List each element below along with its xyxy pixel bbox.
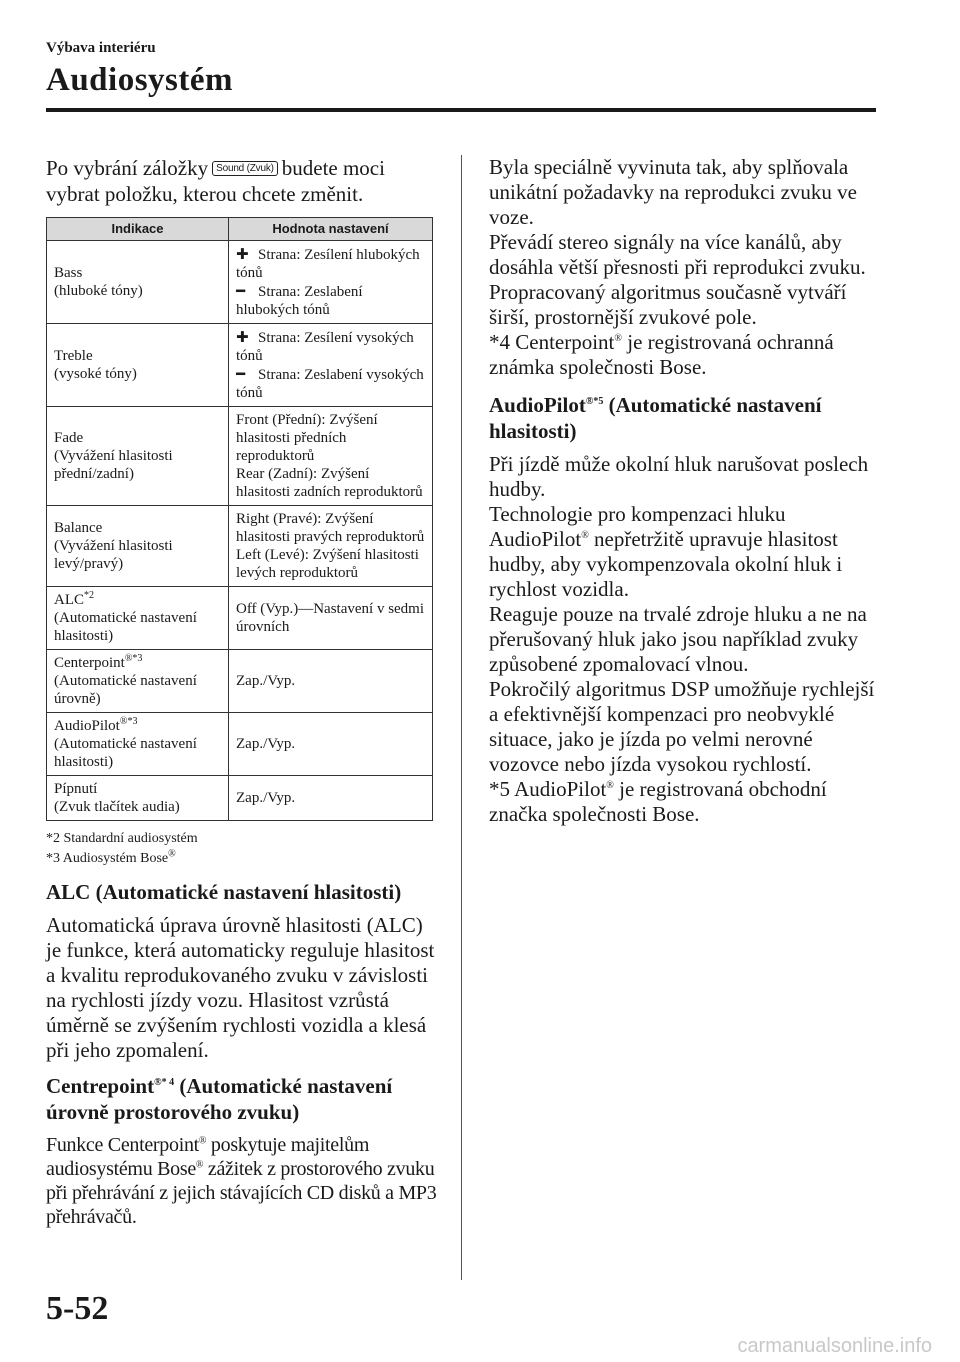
audiopilot-desc-1: Při jízdě může okolní hluk narušovat poslech hudby. (489, 452, 869, 501)
plus-icon: ✚ (236, 245, 249, 263)
table-row: Fade (Vyvážení hlasitosti přední/zadní) Front (Přední): Zvýšení hlasitosti předních reproduktorů Rear (Zadní): Zvýšení hlasitosti zadních reproduktorů (47, 407, 433, 506)
table-header-row (47, 218, 433, 241)
table-row: Centerpoint$^{®*3}$ (Automatické nastavení úrovně) Zap./Vyp. (47, 650, 433, 713)
intro-paragraph: Po vybrání záložky Sound (Zvuk) budete moci vybrat položku, kterou chcete změnit. (46, 156, 385, 206)
section-label: Výbava interiéru (46, 40, 156, 56)
minus-icon: ━ (236, 282, 246, 300)
alc-heading: ALC (Automatické nastavení hlasitosti) (46, 880, 402, 904)
table-row: ALC$^{*2}$ (Automatické nastavení hlasitosti) Off (Vyp.)—Nastavení v sedmi úrovních (47, 587, 433, 650)
column-divider (461, 155, 462, 1280)
plus-icon: ✚ (236, 328, 249, 346)
centrepoint-desc-2: Převádí stereo signály na více kanálů, aby dosáhla větší přesnosti při reprodukci zvuku. (489, 230, 866, 279)
watermark: carmanualsonline.info (737, 1335, 932, 1357)
minus-icon: ━ (236, 365, 246, 383)
header-indication: Indikace (47, 218, 229, 241)
right-column (489, 155, 884, 827)
audiopilot-desc-3: Reaguje pouze na trvalé zdroje hluku a ne na přerušovaný hluk jako jsou například zvuky způsobené zpomalovací vlnou. (489, 602, 867, 676)
table-row: Treble (vysoké tóny) ✚ Strana: Zesílení vysokých tónů ━ Strana: Zeslabení vysokých tónů (47, 324, 433, 407)
title-rule (46, 108, 876, 112)
page-number: 5-52 (46, 1290, 109, 1327)
alc-paragraph: Automatická úprava úrovně hlasitosti (ALC) je funkce, která automaticky reguluje hlasitost a kvalitu reprodukovaného zvuku v závislosti na rychlosti jízdy vozu. Hlasitost vzrůstá úměrně se zvýšením rychlosti vozidla a klesá při jeho zpomalení. (46, 913, 435, 1062)
audiopilot-desc-2: Technologie pro kompenzaci hluku AudioPilot® nepřetržitě upravuje hlasitost hudby, aby vykompenzovala okolní hluk i rychlost vozidla. (489, 502, 843, 601)
audiopilot-trademark-note: *5 AudioPilot® je registrovaná obchodní značka společnosti Bose. (489, 777, 827, 826)
left-column (46, 155, 438, 1229)
settings-table (46, 217, 433, 821)
sound-tab-chip: Sound (Zvuk) (212, 161, 278, 176)
table-row: AudioPilot$^{®*3}$ (Automatické nastavení hlasitosti) Zap./Vyp. (47, 713, 433, 776)
centerpoint-trademark-note: *4 Centerpoint® je registrovaná ochranná známka společnosti Bose. (489, 330, 834, 379)
table-row: Bass (hluboké tóny) ✚ Strana: Zesílení hlubokých tónů ━ Strana: Zeslabení hlubokých tónů (47, 241, 433, 324)
centrepoint-desc-1: Byla speciálně vyvinuta tak, aby splňovala unikátní požadavky na reprodukci zvuku ve voze. (489, 155, 857, 229)
table-footnotes: *2 Standardní audiosystém *3 Audiosystém Bose® (46, 831, 198, 866)
table-row: Balance (Vyvážení hlasitosti levý/pravý) Right (Pravé): Zvýšení hlasitosti pravých reproduktorů Left (Levé): Zvýšení hlasitosti levých reproduktorů (47, 506, 433, 587)
header-setting-value: Hodnota nastavení (229, 218, 433, 241)
audiopilot-heading: AudioPilot$^{®*5}$ (Automatické nastavení hlasitosti) (489, 393, 822, 443)
centrepoint-paragraph: Funkce Centerpoint® poskytuje majitelům audiosystému Bose® zážitek z prostorového zvuku při přehrávání z jejich stávajících CD disků a MP3 přehrávačů. (46, 1134, 437, 1228)
centrepoint-heading: Centrepoint$^{®* 4}$ (Automatické nastavení úrovně prostorového zvuku) (46, 1074, 393, 1124)
audiopilot-desc-4: Pokročilý algoritmus DSP umožňuje rychlejší a efektivnější kompenzaci pro neobvyklé situace, jako je jízda po velmi nerovné vozovce nebo jízda vysokou rychlostí. (489, 677, 875, 776)
page-title: Audiosystém (46, 62, 234, 98)
centrepoint-desc-3: Propracovaný algoritmus současně vytváří širší, prostornější zvukové pole. (489, 280, 847, 329)
table-row: Pípnutí (Zvuk tlačítek audia) Zap./Vyp. (47, 776, 433, 821)
